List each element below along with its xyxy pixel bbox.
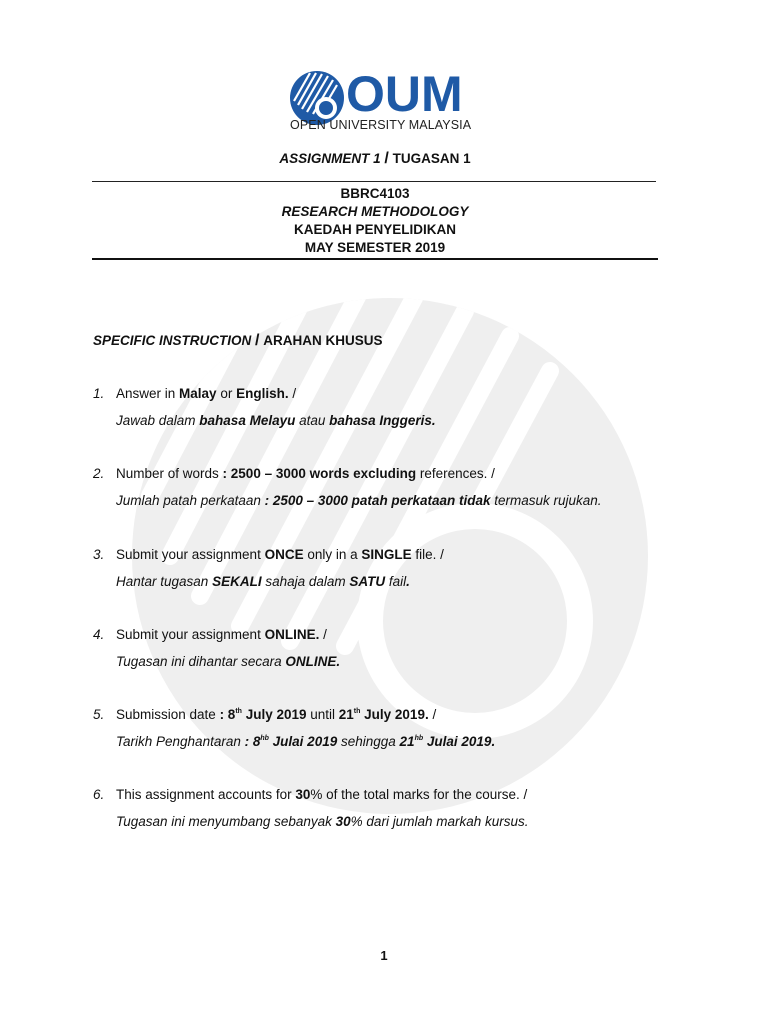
item-text-ms: Jumlah patah perkataan : 2500 – 3000 patah perkataan tidak termasuk rujukan. <box>116 493 602 508</box>
item-text-ms: Tugasan ini menyumbang sebanyak 30% dari jumlah markah kursus. <box>116 814 529 829</box>
instructions-title-en: SPECIFIC INSTRUCTION <box>93 333 252 348</box>
item-text-en: This assignment accounts for 30% of the total marks for the course. / <box>116 787 528 802</box>
oum-logo <box>290 68 470 134</box>
oum-emblem-icon <box>290 71 344 125</box>
course-code: BBRC4103 <box>340 186 410 201</box>
item-number: 3. <box>93 547 105 562</box>
assignment-title-en: ASSIGNMENT 1 <box>279 151 381 166</box>
instructions-separator: / <box>255 332 260 349</box>
item-text-en: Number of words : 2500 – 3000 words excluding references. / <box>116 466 495 481</box>
header-divider-top <box>92 181 656 182</box>
instructions-title-ms: ARAHAN KHUSUS <box>263 333 383 348</box>
item-text-ms: Hantar tugasan SEKALI sahaja dalam SATU fail. <box>116 574 410 589</box>
item-number: 5. <box>93 707 105 722</box>
item-text-en: Submission date : 8th July 2019 until 21th July 2019. / <box>116 707 437 722</box>
logo-subtitle: OPEN UNIVERSITY MALAYSIA <box>290 118 472 132</box>
page-number: 1 <box>380 948 388 963</box>
assignment-title-ms: TUGASAN 1 <box>392 151 471 166</box>
course-name-en: RESEARCH METHODOLOGY <box>281 204 469 219</box>
item-text-ms: Tarikh Penghantaran : $8^{hb}$ Julai 2019 sehingga $21^{hb}$ Julai 2019. <box>116 734 496 749</box>
item-number: 1. <box>93 386 105 401</box>
logo-wordmark: OUM <box>346 66 463 122</box>
item-text-ms: Tugasan ini dihantar secara ONLINE. <box>116 654 341 669</box>
item-number: 2. <box>93 466 105 481</box>
item-text-en: Submit your assignment ONLINE. / <box>116 627 327 642</box>
assignment-heading <box>92 150 658 168</box>
instructions-title <box>93 332 383 350</box>
item-text-en: Submit your assignment ONCE only in a SINGLE file. / <box>116 547 444 562</box>
item-text-ms: Jawab dalam bahasa Melayu atau bahasa Inggeris. <box>116 413 436 428</box>
assignment-separator: / <box>384 150 389 167</box>
semester: MAY SEMESTER 2019 <box>304 240 446 255</box>
course-name-ms: KAEDAH PENYELIDIKAN <box>293 222 456 237</box>
item-number: 4. <box>93 627 105 642</box>
item-text-en: Answer in Malay or English. / <box>116 386 297 401</box>
item-number: 6. <box>93 787 105 802</box>
header-divider-bottom <box>92 258 658 260</box>
